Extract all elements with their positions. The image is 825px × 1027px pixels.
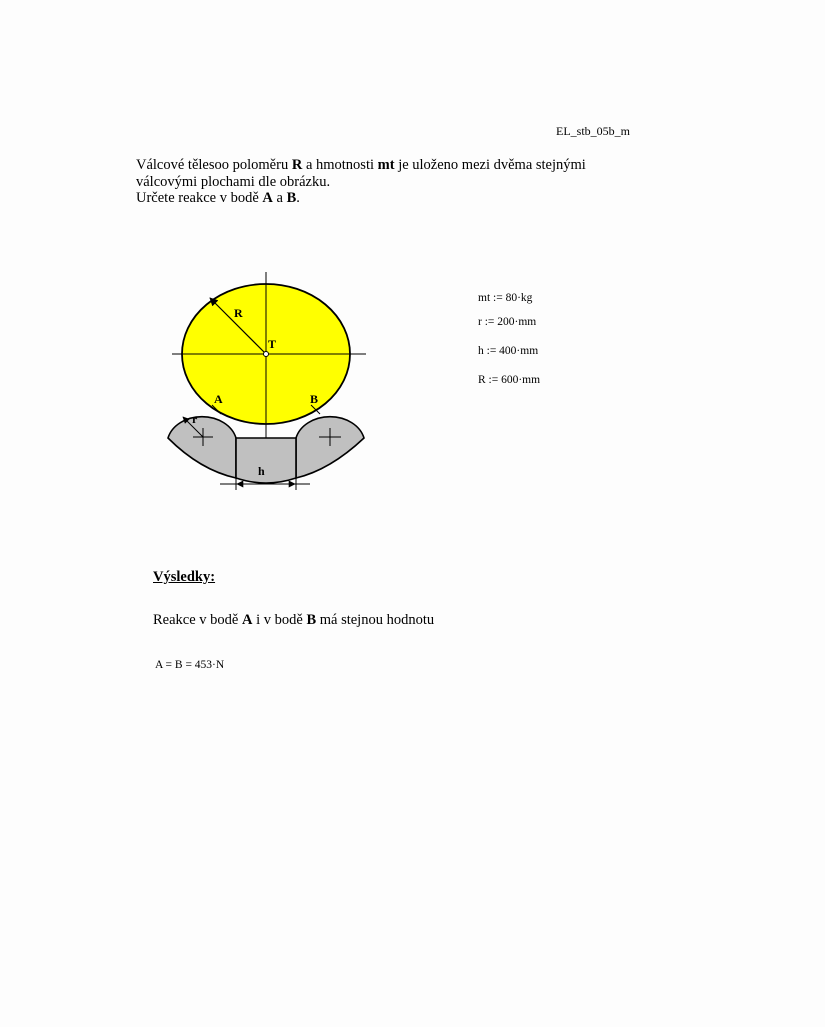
param-mt: mt := 80·kg — [478, 292, 533, 304]
symbol-mt: mt — [377, 157, 395, 173]
text: a hmotnosti — [302, 157, 378, 173]
label-r: r — [192, 412, 198, 426]
problem-line-1 — [136, 157, 696, 174]
symbol-R: R — [291, 157, 303, 173]
mechanics-figure — [150, 270, 380, 495]
label-B: B — [310, 392, 319, 406]
text: má stejnou hodnotu — [316, 612, 435, 628]
symbol-A: A — [241, 612, 253, 628]
symbol-B: B — [286, 190, 297, 206]
label-R: R — [234, 306, 243, 320]
symbol-B: B — [306, 612, 317, 628]
label-A: A — [214, 392, 223, 406]
problem-statement — [136, 157, 696, 207]
text: Reakce v bodě — [153, 612, 242, 628]
param-R: R := 600·mm — [478, 374, 541, 386]
text: Určete reakce v bodě — [136, 190, 263, 206]
param-h: h := 400·mm — [478, 345, 539, 357]
symbol-A: A — [262, 190, 273, 206]
support-base — [236, 438, 296, 483]
left-support — [168, 417, 236, 478]
center-point-T — [264, 352, 269, 357]
problem-line-3 — [136, 190, 696, 207]
text: a — [272, 190, 287, 206]
label-h: h — [258, 464, 265, 478]
problem-line-2: válcovými plochami dle obrázku. — [136, 173, 331, 190]
text: i v bodě — [252, 612, 307, 628]
label-T: T — [268, 337, 277, 351]
right-support — [296, 417, 364, 478]
text: je uloženo mezi dvěma stejnými — [394, 157, 586, 173]
text: Válcové tělesoo poloměru — [136, 157, 292, 173]
document-id: EL_stb_05b_m — [556, 124, 630, 138]
param-r: r := 200·mm — [478, 316, 537, 328]
results-text — [153, 612, 434, 629]
result-equation: A = B = 453·N — [155, 659, 225, 671]
text: . — [296, 190, 300, 206]
results-heading: Výsledky: — [153, 569, 216, 585]
